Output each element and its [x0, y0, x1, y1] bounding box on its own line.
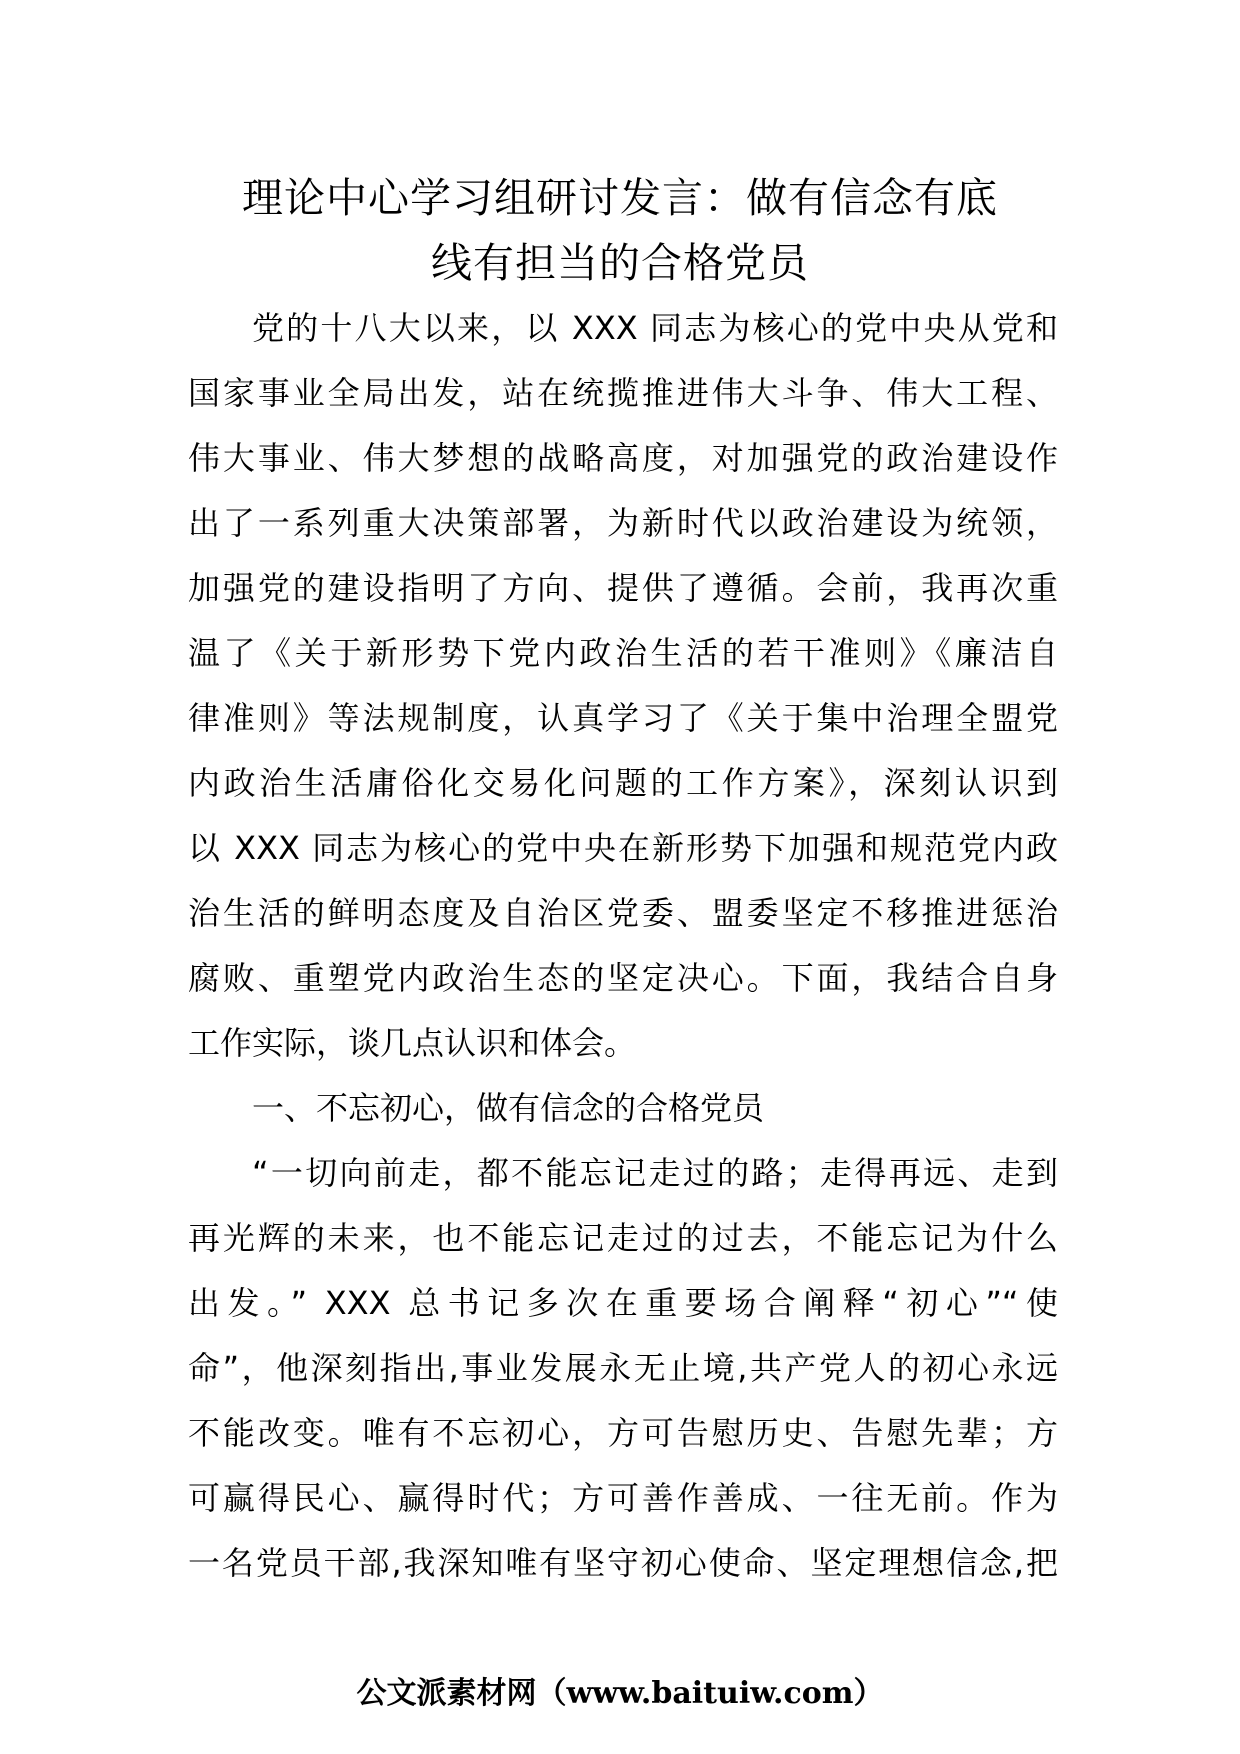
- paragraph-2-line: 不能改变。唯有不忘初心，方可告慰历史、告慰先辈；方: [188, 1414, 1058, 1452]
- paragraph-2-line: 出发。” XXX 总书记多次在重要场合阐释“初心”“使: [188, 1284, 1058, 1322]
- paragraph-1-line: 党的十八大以来，以 XXX 同志为核心的党中央从党和: [252, 309, 1058, 347]
- footer-watermark: 公文派素材网（www.baituiw.com）: [356, 1676, 884, 1711]
- paragraph-1-line: 治生活的鲜明态度及自治区党委、盟委坚定不移推进惩治: [188, 894, 1058, 932]
- paragraph-1-line: 国家事业全局出发，站在统揽推进伟大斗争、伟大工程、: [188, 374, 1058, 412]
- section-1-heading: 一、不忘初心，做有信念的合格党员: [252, 1089, 765, 1127]
- paragraph-1-line: 工作实际，谈几点认识和体会。: [188, 1024, 637, 1062]
- paragraph-1-line: 出了一系列重大决策部署，为新时代以政治建设为统领，: [188, 504, 1058, 542]
- document-title-line-1: 理论中心学习组研讨发言：做有信念有底: [242, 174, 998, 222]
- document-title-line-2: 线有担当的合格党员: [431, 239, 809, 287]
- paragraph-1-line: 律准则》等法规制度，认真学习了《关于集中治理全盟党: [188, 699, 1058, 737]
- paragraph-2-line: 可赢得民心、赢得时代；方可善作善成、一往无前。作为: [188, 1479, 1058, 1517]
- document-body: [188, 296, 1058, 1596]
- paragraph-1-line: 伟大事业、伟大梦想的战略高度，对加强党的政治建设作: [188, 439, 1058, 477]
- paragraph-1-line: 内政治生活庸俗化交易化问题的工作方案》，深刻认识到: [188, 764, 1058, 802]
- paragraph-1-line: 以 XXX 同志为核心的党中央在新形势下加强和规范党内政: [188, 829, 1058, 867]
- paragraph-2-line: 命”，他深刻指出,事业发展永无止境,共产党人的初心永远: [188, 1349, 1058, 1387]
- paragraph-1-line: 加强党的建设指明了方向、提供了遵循。会前，我再次重: [188, 569, 1058, 607]
- paragraph-1-line: 腐败、重塑党内政治生态的坚定决心。下面，我结合自身: [188, 959, 1058, 997]
- paragraph-2-line: 再光辉的未来，也不能忘记走过的过去，不能忘记为什么: [188, 1219, 1058, 1257]
- paragraph-2-line: “一切向前走，都不能忘记走过的路；走得再远、走到: [252, 1154, 1058, 1192]
- paragraph-1-line: 温了《关于新形势下党内政治生活的若干准则》《廉洁自: [188, 634, 1058, 672]
- paragraph-2-line: 一名党员干部,我深知唯有坚守初心使命、坚定理想信念,把: [188, 1544, 1058, 1582]
